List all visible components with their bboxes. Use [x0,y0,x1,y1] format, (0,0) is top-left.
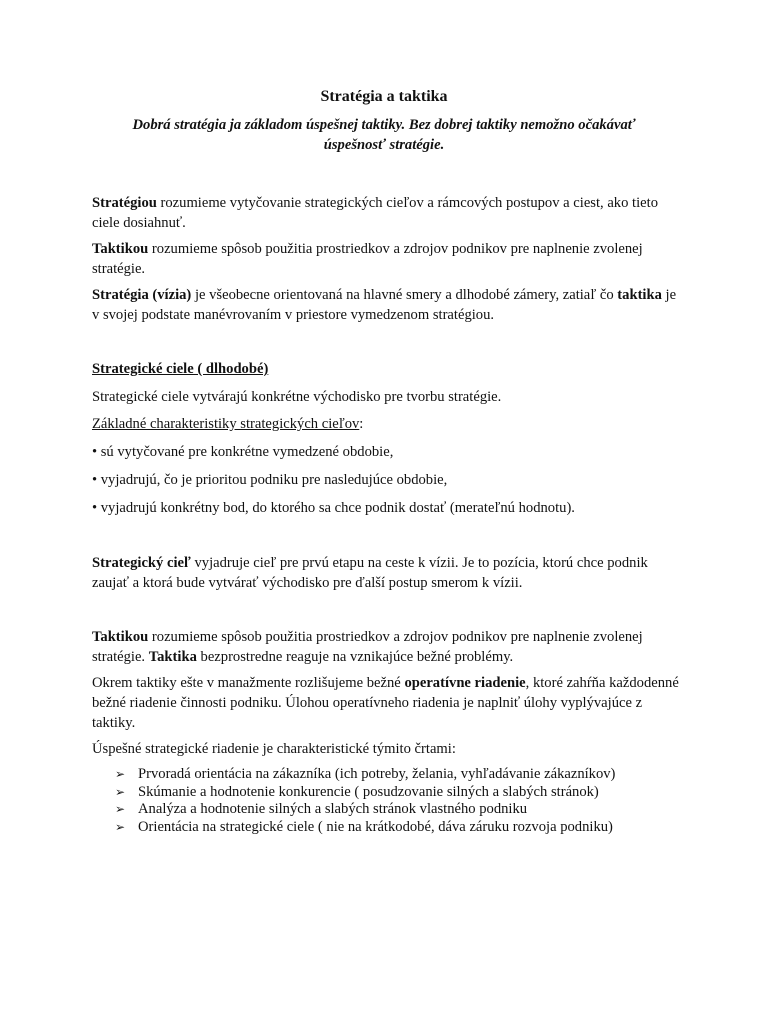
list-item-text: Analýza a hodnotenie silných a slabých stránok vlastného podniku [138,801,528,817]
arrow-bullet-icon: ➢ [115,819,126,834]
paragraph-text: rozumieme vytyčovanie strategických cieľov a rámcových postupov a ciest, ako tieto ciele dosiahnuť. [92,195,658,231]
list-item-text: Prvoradá orientácia na zákazníka (ich potreby, želania, vyhľadávanie zákazníkov) [138,766,616,782]
term-operativne-riadenie: operatívne riadenie [404,675,526,691]
term-strategiou: Stratégiou [92,195,157,211]
arrow-bullet-icon: ➢ [115,802,126,816]
paragraph-text: bezprostredne reaguje na vznikajúce bežné problémy. [196,649,514,665]
term-taktikou: Taktikou [92,629,149,645]
paragraph-tactics-definition [92,239,682,279]
characteristics-label: Základné charakteristiky strategických cieľov [92,416,360,432]
list-item: • vyjadrujú, čo je prioritou podniku pre nasledujúce obdobie, [92,472,448,488]
paragraph-tactics [92,627,682,667]
paragraph-text: rozumieme spôsob použitia prostriedkov a zdrojov podnikov pre naplnenie zvolenej stratégie. [92,241,643,277]
paragraph-successful-management: Úspešné strategické riadenie je charakteristické týmito črtami: [92,741,456,757]
list-item-text: Orientácia na strategické ciele ( nie na krátkodobé, dáva záruku rozvoja podniku) [138,818,613,835]
list-item-text: Skúmanie a hodnotenie konkurencie ( posudzovanie silných a slabých stránok) [138,783,599,800]
paragraph-characteristics-label [92,414,682,434]
paragraph-strategy-vs-tactics [92,285,682,325]
paragraph-text: je všeobecne orientovaná na hlavné smery a dlhodobé zámery, zatiaľ čo [191,287,618,303]
list-item [115,819,695,837]
term-taktika: Taktika [148,649,197,665]
characteristics-list [92,442,692,526]
arrow-bullet-icon: ➢ [115,784,126,799]
document-subtitle: Dobrá stratégia ja základom úspešnej taktiky. Bez dobrej taktiky nemožno očakávať úspešnosť stratégie. [132,117,636,153]
paragraph-strategic-goals-intro: Strategické ciele vytvárajú konkrétne východisko pre tvorbu stratégie. [92,389,502,405]
paragraph-operative-management [92,673,682,733]
term-strategia-vizia: Stratégia (vízia) [92,287,192,303]
paragraph-text: , ktoré zahŕňa každodenné bežné riadenie činnosti podniku. Úlohou operatívneho riadenia je naplniť úlohy vyplývajúce z taktiky. [92,675,679,731]
paragraph-text: je v svojej podstate manévrovaním v priestore vymedzenom stratégiou. [92,287,677,323]
term-taktika: taktika [617,287,662,303]
term-taktikou: Taktikou [92,241,149,257]
list-item: • sú vytyčované pre konkrétne vymedzené obdobie, [92,444,394,460]
paragraph-strategic-goal [92,553,682,593]
term-strategicky-ciel: Strategický cieľ [92,555,191,571]
characteristics-colon: : [359,416,364,432]
section-heading-strategic-goals: Strategické ciele ( dlhodobé) [92,361,269,377]
paragraph-strategy-definition [92,193,682,233]
document-title: Stratégia a taktika [320,88,448,105]
list-item [115,766,695,784]
list-item: • vyjadrujú konkrétny bod, do ktorého sa chce podnik dostať (merateľnú hodnotu). [92,500,575,516]
paragraph-text: Okrem taktiky ešte v manažmente rozlišujeme bežné [92,675,405,691]
arrow-bullet-icon: ➢ [115,767,126,781]
paragraph-text: vyjadruje cieľ pre prvú etapu na ceste k vízii. Je to pozícia, ktorú chce podnik zaujať a ktorá bude vytvárať východisko pre ďalší postup smerom k vízii. [92,555,648,591]
traits-list [115,766,695,836]
list-item [115,784,695,802]
paragraph-text: rozumieme spôsob použitia prostriedkov a zdrojov podnikov pre naplnenie zvolenej stratégie. [92,629,643,665]
list-item [115,801,695,819]
